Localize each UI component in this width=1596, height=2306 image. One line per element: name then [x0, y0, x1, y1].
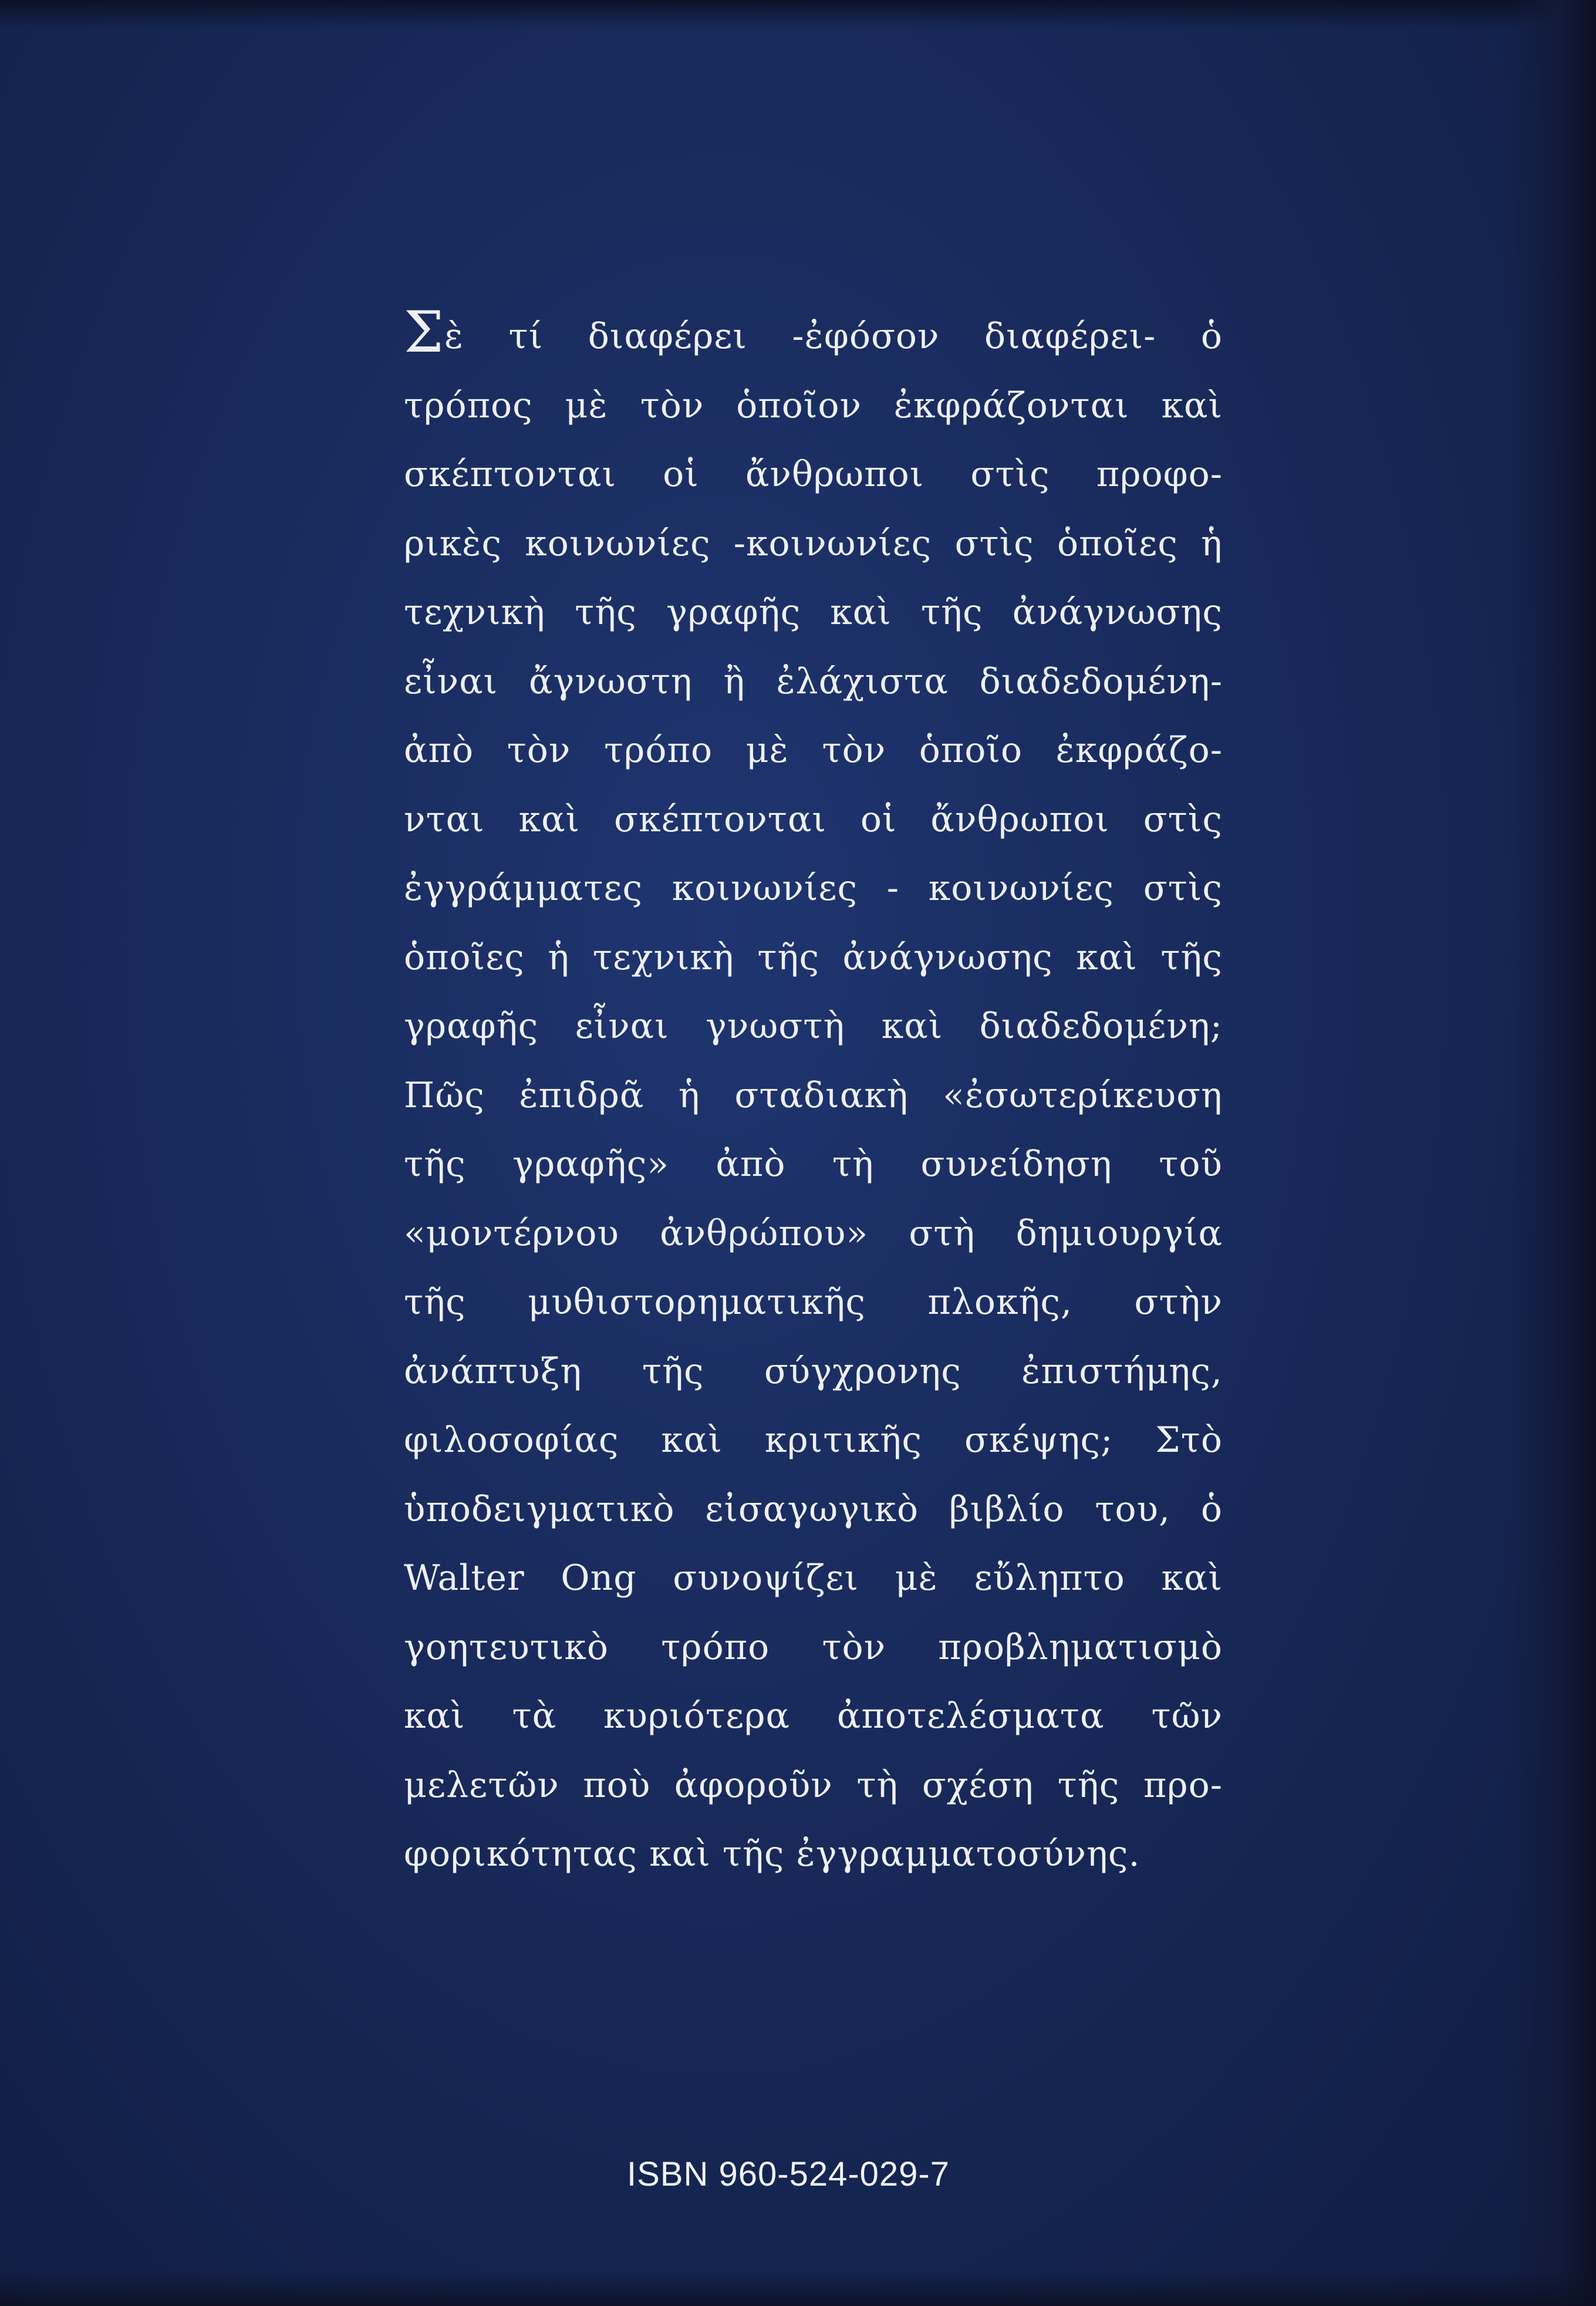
blurb-line: σκέπτονται οἱ ἄνθρωποι στὶς προφο- — [404, 454, 1223, 495]
blurb-line: ὑποδειγματικὸ εἰσαγωγικὸ βιβλίο του, ὁ — [404, 1488, 1223, 1530]
blurb-line: νται καὶ σκέπτονται οἱ ἄνθρωποι στὶς — [404, 798, 1223, 840]
blurb-line-final: φορικότητας καὶ τῆς ἐγγραμματοσύνης. — [404, 1833, 1141, 1875]
isbn-number: ISBN 960-524-029-7 — [627, 2155, 950, 2193]
blurb-line: ἐγγράμματες κοινωνίες - κοινωνίες στὶς — [404, 868, 1223, 909]
book-spine-edge — [1508, 0, 1596, 2306]
blurb-line: ἀπὸ τὸν τρόπο μὲ τὸν ὁποῖο ἐκφράζο- — [404, 730, 1223, 771]
blurb-line: ρικὲς κοινωνίες -κοινωνίες στὶς ὁποῖες ἡ — [404, 522, 1223, 564]
blurb-line: τῆς γραφῆς» ἀπὸ τὴ συνείδηση τοῦ — [404, 1144, 1223, 1185]
drop-cap-initial: Σ — [404, 299, 444, 365]
blurb-line-1 — [404, 299, 1223, 372]
blurb-line: τεχνικὴ τῆς γραφῆς καὶ τῆς ἀνάγνωσης — [404, 592, 1223, 633]
scan-shadow-top — [0, 0, 1596, 28]
blurb-line: μελετῶν ποὺ ἀφοροῦν τὴ σχέση τῆς προ- — [404, 1764, 1223, 1806]
scan-shadow-bottom — [0, 2271, 1596, 2306]
blurb-line: Walter Ong συνοψίζει μὲ εὔληπτο καὶ — [404, 1557, 1223, 1599]
back-cover-blurb — [404, 299, 1223, 1889]
blurb-line: φιλοσοφίας καὶ κριτικῆς σκέψης; Στὸ — [404, 1420, 1223, 1461]
blurb-line: καὶ τὰ κυριότερα ἀποτελέσματα τῶν — [404, 1695, 1223, 1737]
blurb-line: ὁποῖες ἡ τεχνικὴ τῆς ἀνάγνωσης καὶ τῆς — [404, 936, 1223, 978]
blurb-line: τῆς μυθιστορηματικῆς πλοκῆς, στὴν — [404, 1282, 1223, 1323]
blurb-line: εἶναι ἄγνωστη ἢ ἐλάχιστα διαδεδομένη- — [404, 660, 1223, 702]
blurb-line: ἀνάπτυξη τῆς σύγχρονης ἐπιστήμης, — [404, 1350, 1223, 1392]
blurb-line: Πῶς ἐπιδρᾶ ἡ σταδιακὴ «ἐσωτερίκευση — [404, 1074, 1223, 1116]
blurb-line: γοητευτικὸ τρόπο τὸν προβληματισμὸ — [404, 1626, 1223, 1668]
blurb-line: γραφῆς εἶναι γνωστὴ καὶ διαδεδομένη; — [404, 1006, 1223, 1047]
blurb-line: τρόπος μὲ τὸν ὁποῖον ἐκφράζονται καὶ — [404, 385, 1223, 426]
blurb-line: «μοντέρνου ἀνθρώπου» στὴ δημιουργία — [404, 1212, 1223, 1254]
blurb-line-1-text: ὲ τί διαφέρει -ἐφόσον διαφέρει- ὁ — [444, 316, 1223, 357]
